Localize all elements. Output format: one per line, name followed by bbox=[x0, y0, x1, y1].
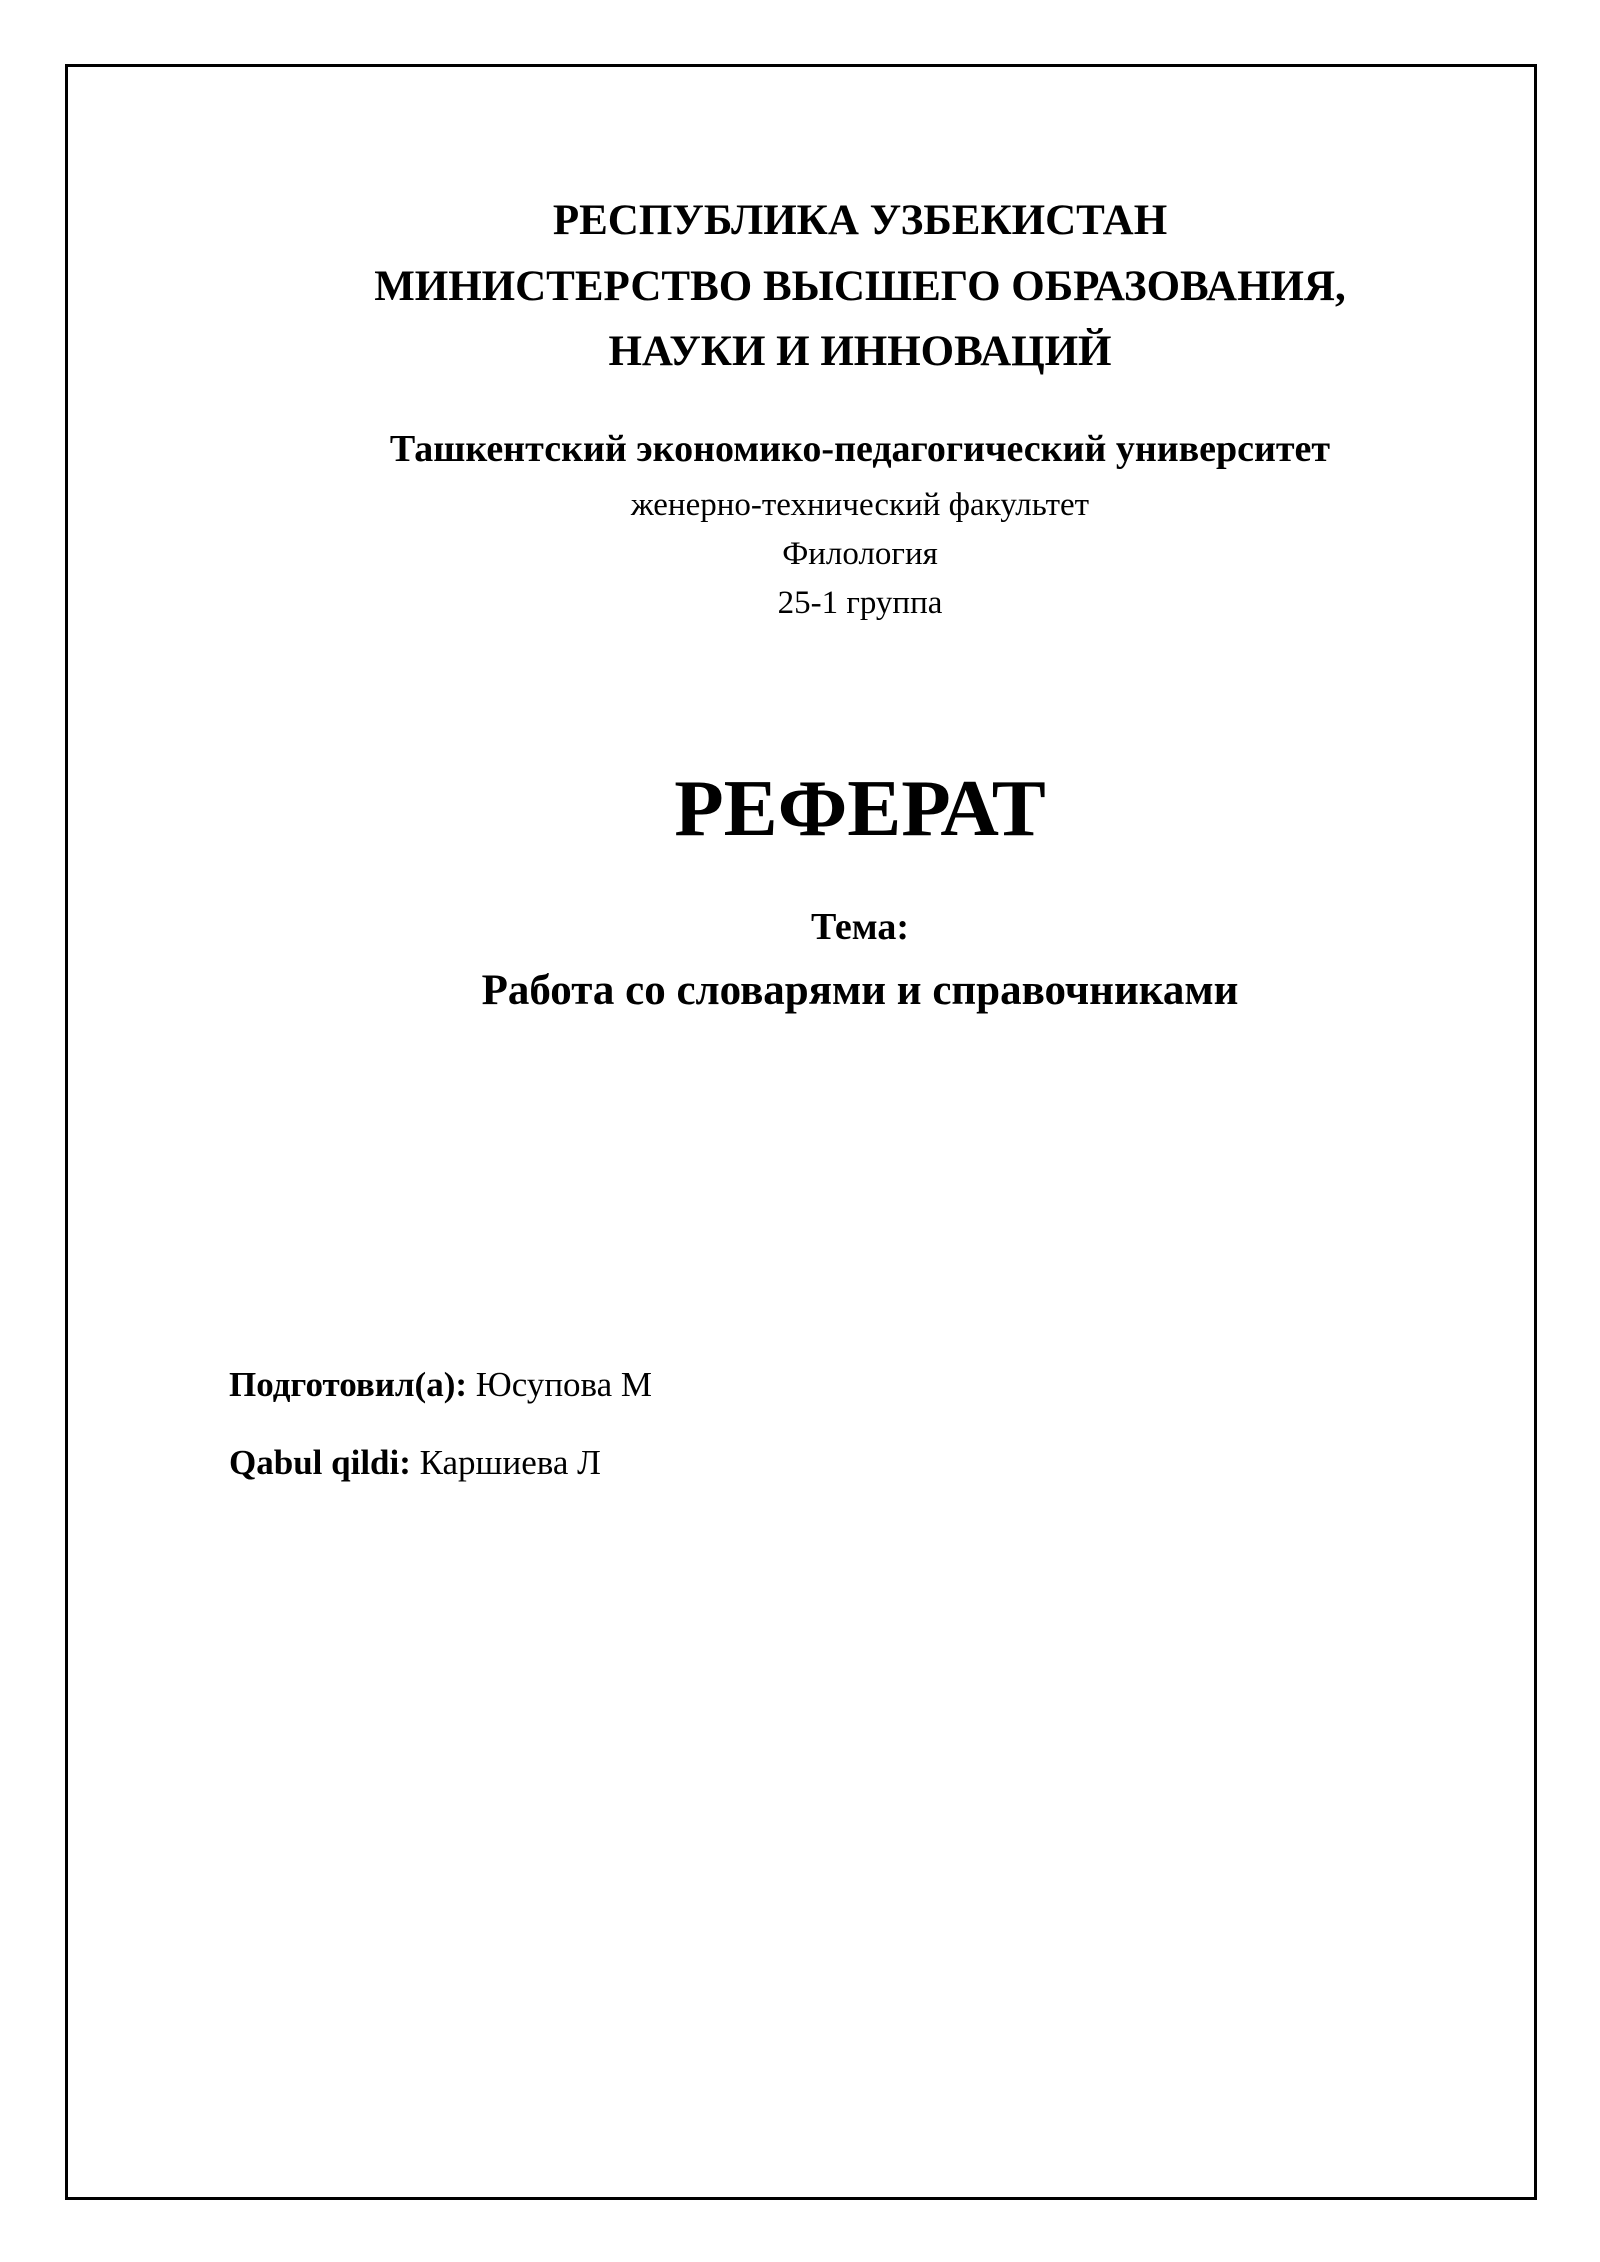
specialty-name: Филология bbox=[782, 536, 938, 572]
document-type-title: РЕФЕРАТ bbox=[674, 763, 1046, 853]
accepted-by-label: Qabul qildi: bbox=[229, 1443, 411, 1482]
accepted-by-name: Каршиева Л bbox=[419, 1443, 601, 1482]
ministry-heading-line-1: МИНИСТЕРСТВО ВЫСШЕГО ОБРАЗОВАНИЯ, bbox=[374, 263, 1346, 310]
faculty-name: женерно-технический факультет bbox=[630, 487, 1090, 523]
prepared-by-label: Подготовил(а): bbox=[229, 1365, 468, 1404]
prepared-by-line bbox=[229, 1365, 652, 1405]
page-border bbox=[65, 64, 1537, 2200]
group-name: 25-1 группа bbox=[777, 585, 943, 621]
topic-label: Тема: bbox=[810, 906, 910, 948]
country-heading: РЕСПУБЛИКА УЗБЕКИСТАН bbox=[552, 197, 1168, 244]
university-name: Ташкентский экономико-педагогический университет bbox=[389, 428, 1331, 470]
prepared-by-name: Юсупова М bbox=[475, 1365, 653, 1404]
topic-title: Работа со словарями и справочниками bbox=[481, 967, 1239, 1014]
accepted-by-line bbox=[229, 1443, 601, 1483]
ministry-heading-line-2: НАУКИ И ИННОВАЦИЙ bbox=[608, 328, 1112, 375]
